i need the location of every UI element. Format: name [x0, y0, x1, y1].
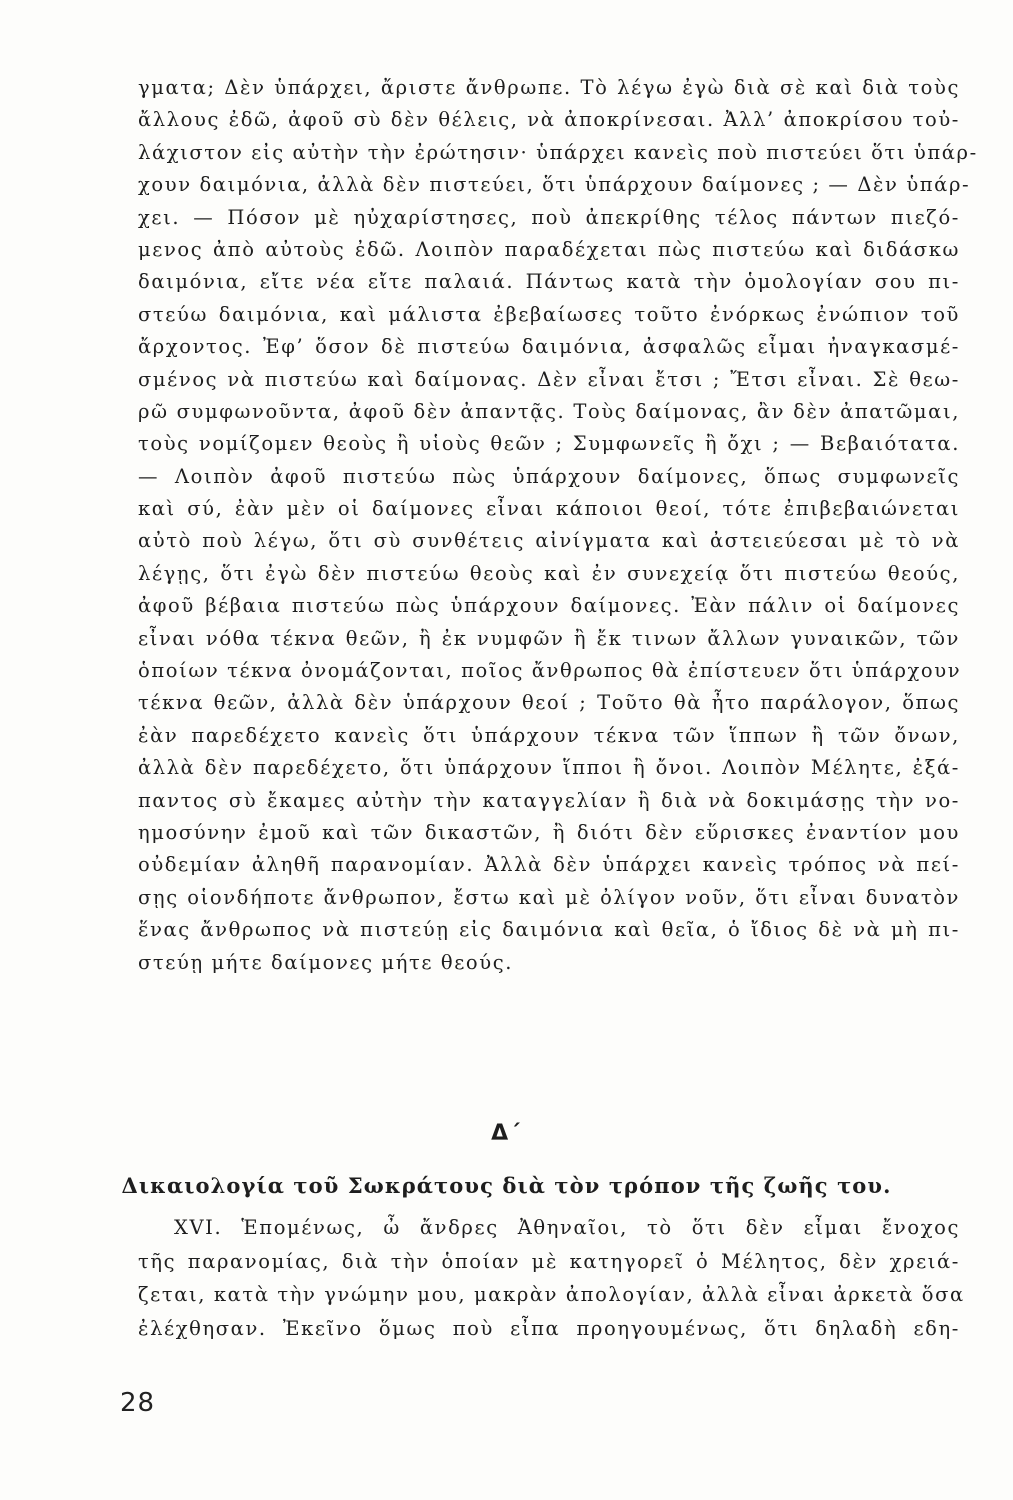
text-line: λάχιστον εἰς αὐτὴν τὴν ἐρώτησιν· ὑπάρχει κανεὶς ποὺ πιστεύει ὅτι ὑπάρ- [138, 140, 978, 164]
section-title: Δικαιολογία τοῦ Σωκράτους διὰ τὸν τρόπον τῆς ζωῆς του. [121, 1173, 892, 1198]
text-line: χουν δαιμόνια, ἀλλὰ δὲν πιστεύει, ὅτι ὑπάρχουν δαίμονες ; — Δὲν ὑπάρ- [138, 173, 971, 197]
text-line: ζεται, κατὰ τὴν γνώμην μου, μακρὰν ἀπολογίαν, ἀλλὰ εἶναι ἀρκετὰ ὅσα [138, 1283, 965, 1306]
text-line: — Λοιπὸν ἀφοῦ πιστεύω πὼς ὑπάρχουν δαίμονες, ὅπως συμφωνεῖς [138, 464, 960, 488]
text-line: παντος σὺ ἔκαμες αὐτὴν τὴν καταγγελίαν ἢ διὰ νὰ δοκιμάσῃς τὴν νο- [138, 788, 960, 812]
text-line: ημοσύνην ἐμοῦ καὶ τῶν δικαστῶν, ἢ διότι δὲν εὕρισκες ἐναντίον μου [138, 820, 960, 844]
text-line: μενος ἀπὸ αὐτοὺς ἐδῶ. Λοιπὸν παραδέχεται πὼς πιστεύω καὶ διδάσκω [138, 237, 960, 261]
text-line: τέκνα θεῶν, ἀλλὰ δὲν ὑπάρχουν θεοί ; Τοῦτο θὰ ἦτο παράλογον, ὅπως [138, 691, 960, 715]
text-line: αὐτὸ ποὺ λέγω, ὅτι σὺ συνθέτεις αἰνίγματα καὶ ἀστειεύεσαι μὲ τὸ νὰ [138, 529, 960, 553]
text-line: ἐὰν παρεδέχετο κανεὶς ὅτι ὑπάρχουν τέκνα τῶν ἵππων ἢ τῶν ὄνων, [138, 723, 960, 747]
text-line: ὁποίων τέκνα ὀνομάζονται, ποῖος ἄνθρωπος θὰ ἐπίστευεν ὅτι ὑπάρχουν [138, 659, 962, 683]
text-line: οὐδεμίαν ἀληθῆ παρανομίαν. Ἀλλὰ δὲν ὑπάρχει κανεὶς τρόπος νὰ πεί- [138, 853, 960, 877]
text-line: ἀφοῦ βέβαια πιστεύω πὼς ὑπάρχουν δαίμονες. Ἐὰν πάλιν οἱ δαίμονες [138, 594, 960, 618]
text-line: δαιμόνια, εἴτε νέα εἴτε παλαιά. Πάντως κατὰ τὴν ὁμολογίαν σου πι- [138, 270, 960, 294]
text-line: ἀλλὰ δὲν παρεδέχετο, ὅτι ὑπάρχουν ἵπποι ἢ ὄνοι. Λοιπὸν Μέλητε, ἐξά- [138, 756, 960, 780]
text-line: εἶναι νόθα τέκνα θεῶν, ἢ ἐκ νυμφῶν ἢ ἔκ τινων ἄλλων γυναικῶν, τῶν [138, 626, 960, 650]
text-line: σῃς οἱονδήποτε ἄνθρωπον, ἔστω καὶ μὲ ὀλίγον νοῦν, ὅτι εἶναι δυνατὸν [138, 885, 960, 909]
body-paragraph [138, 72, 978, 979]
text-line: XVI. Ἑπομένως, ὦ ἄνδρες Ἀθηναῖοι, τὸ ὅτι δὲν εἶμαι ἔνοχος [174, 1216, 960, 1239]
text-line: σμένος νὰ πιστεύω καὶ δαίμονας. Δὲν εἶναι ἔτσι ; Ἔτσι εἶναι. Σὲ θεω- [138, 367, 960, 391]
text-line: ἄρχοντος. Ἐφ’ ὅσον δὲ πιστεύω δαιμόνια, ἀσφαλῶς εἶμαι ἠναγκασμέ- [138, 335, 960, 359]
page-number: 28 [120, 1388, 156, 1418]
text-line: ἄλλους ἐδῶ, ἀφοῦ σὺ δὲν θέλεις, νὰ ἀποκρίνεσαι. Ἀλλ’ ἀποκρίσου τοὐ- [138, 108, 960, 132]
text-line: ἐλέχθησαν. Ἐκεῖνο ὅμως ποὺ εἶπα προηγουμένως, ὅτι δηλαδὴ εδη- [138, 1316, 960, 1340]
text-line: καὶ σύ, ἐὰν μὲν οἱ δαίμονες εἶναι κάποιοι θεοί, τότε ἐπιβεβαιώνεται [138, 497, 960, 521]
text-line: ρῶ συμφωνοῦντα, ἀφοῦ δὲν ἀπαντᾷς. Τοὺς δαίμονας, ἂν δὲν ἀπατῶμαι, [138, 399, 960, 423]
section-letter: Δ΄ [491, 1121, 522, 1146]
text-line: τοὺς νομίζομεν θεοὺς ἢ υἱοὺς θεῶν ; Συμφωνεῖς ἢ ὄχι ; — Βεβαιότατα. [138, 432, 960, 456]
text-line: ἕνας ἄνθρωπος νὰ πιστεύῃ εἰς δαιμόνια καὶ θεῖα, ὁ ἴδιος δὲ νὰ μὴ πι- [138, 918, 960, 942]
text-line: στεύω δαιμόνια, καὶ μάλιστα ἐβεβαίωσες τοῦτο ἐνόρκως ἐνώπιον τοῦ [138, 302, 960, 326]
text-line: λέγῃς, ὅτι ἐγὼ δὲν πιστεύω θεοὺς καὶ ἐν συνεχείᾳ ὅτι πιστεύω θεούς, [138, 561, 960, 585]
text-line: γματα; Δὲν ὑπάρχει, ἄριστε ἄνθρωπε. Τὸ λέγω ἐγὼ διὰ σὲ καὶ διὰ τοὺς [138, 76, 960, 99]
section-paragraph [138, 1211, 965, 1345]
text-line: στεύῃ μήτε δαίμονες μήτε θεούς. [138, 950, 514, 974]
text-line: τῆς παρανομίας, διὰ τὴν ὁποίαν μὲ κατηγορεῖ ὁ Μέλητος, δὲν χρειά- [138, 1249, 960, 1273]
text-line: χει. — Πόσον μὲ ηὐχαρίστησες, ποὺ ἀπεκρίθης τέλος πάντων πιεζό- [138, 205, 960, 229]
